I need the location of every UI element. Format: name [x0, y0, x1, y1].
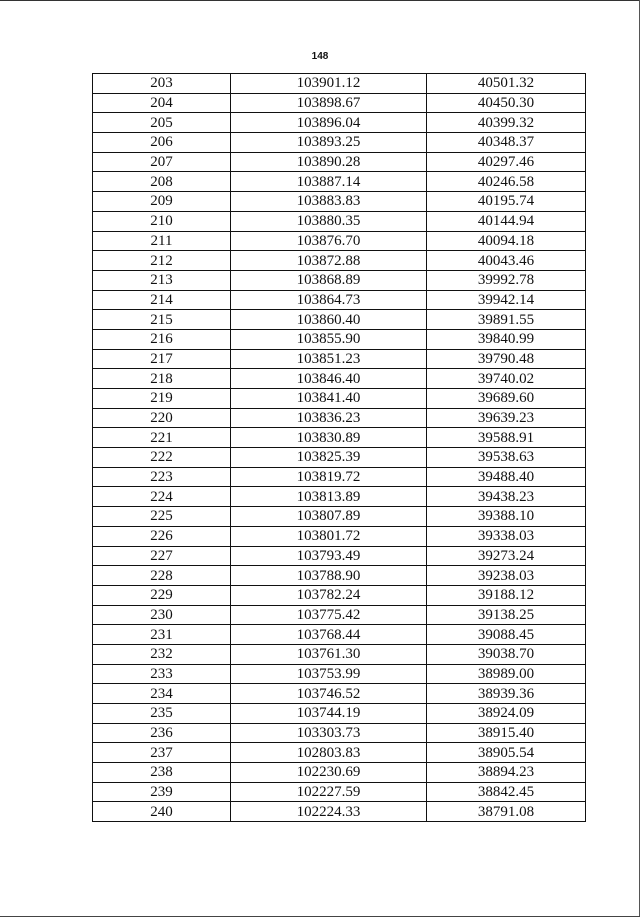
y-coordinate-cell: 38924.09 — [427, 704, 586, 724]
point-number-cell: 224 — [93, 487, 231, 507]
x-coordinate-cell: 103825.39 — [231, 448, 427, 468]
table-row — [93, 585, 586, 605]
x-coordinate-cell: 103855.90 — [231, 329, 427, 349]
point-number-cell: 219 — [93, 389, 231, 409]
coordinates-table-body — [93, 74, 586, 822]
x-coordinate-cell: 103753.99 — [231, 664, 427, 684]
x-coordinate-cell: 102227.59 — [231, 782, 427, 802]
point-number-cell: 235 — [93, 704, 231, 724]
x-coordinate-cell: 103819.72 — [231, 467, 427, 487]
y-coordinate-cell: 39639.23 — [427, 408, 586, 428]
table-row — [93, 487, 586, 507]
x-coordinate-cell: 103807.89 — [231, 507, 427, 527]
point-number-cell: 207 — [93, 152, 231, 172]
table-row — [93, 172, 586, 192]
x-coordinate-cell: 103761.30 — [231, 644, 427, 664]
point-number-cell: 239 — [93, 782, 231, 802]
y-coordinate-cell: 39138.25 — [427, 605, 586, 625]
table-row — [93, 763, 586, 783]
y-coordinate-cell: 39689.60 — [427, 389, 586, 409]
table-row — [93, 113, 586, 133]
table-row — [93, 684, 586, 704]
point-number-cell: 225 — [93, 507, 231, 527]
x-coordinate-cell: 103813.89 — [231, 487, 427, 507]
point-number-cell: 237 — [93, 743, 231, 763]
y-coordinate-cell: 39538.63 — [427, 448, 586, 468]
table-row — [93, 625, 586, 645]
point-number-cell: 213 — [93, 270, 231, 290]
point-number-cell: 218 — [93, 369, 231, 389]
point-number-cell: 210 — [93, 211, 231, 231]
y-coordinate-cell: 38842.45 — [427, 782, 586, 802]
table-row — [93, 802, 586, 822]
point-number-cell: 240 — [93, 802, 231, 822]
point-number-cell: 215 — [93, 310, 231, 330]
table-row — [93, 270, 586, 290]
x-coordinate-cell: 103898.67 — [231, 93, 427, 113]
x-coordinate-cell: 103303.73 — [231, 723, 427, 743]
y-coordinate-cell: 38939.36 — [427, 684, 586, 704]
y-coordinate-cell: 38915.40 — [427, 723, 586, 743]
point-number-cell: 230 — [93, 605, 231, 625]
point-number-cell: 233 — [93, 664, 231, 684]
table-row — [93, 251, 586, 271]
table-row — [93, 507, 586, 527]
y-coordinate-cell: 40399.32 — [427, 113, 586, 133]
table-row — [93, 152, 586, 172]
x-coordinate-cell: 102230.69 — [231, 763, 427, 783]
x-coordinate-cell: 102224.33 — [231, 802, 427, 822]
y-coordinate-cell: 40297.46 — [427, 152, 586, 172]
point-number-cell: 222 — [93, 448, 231, 468]
x-coordinate-cell: 103868.89 — [231, 270, 427, 290]
y-coordinate-cell: 40450.30 — [427, 93, 586, 113]
point-number-cell: 231 — [93, 625, 231, 645]
y-coordinate-cell: 39488.40 — [427, 467, 586, 487]
page-number: 148 — [311, 51, 329, 62]
x-coordinate-cell: 103890.28 — [231, 152, 427, 172]
point-number-cell: 236 — [93, 723, 231, 743]
point-number-cell: 229 — [93, 585, 231, 605]
point-number-cell: 211 — [93, 231, 231, 251]
x-coordinate-cell: 103896.04 — [231, 113, 427, 133]
y-coordinate-cell: 40195.74 — [427, 192, 586, 212]
point-number-cell: 217 — [93, 349, 231, 369]
table-row — [93, 389, 586, 409]
y-coordinate-cell: 40043.46 — [427, 251, 586, 271]
table-row — [93, 467, 586, 487]
table-row — [93, 644, 586, 664]
table-row — [93, 605, 586, 625]
table-row — [93, 192, 586, 212]
table-row — [93, 310, 586, 330]
x-coordinate-cell: 103864.73 — [231, 290, 427, 310]
x-coordinate-cell: 103846.40 — [231, 369, 427, 389]
table-row — [93, 231, 586, 251]
point-number-cell: 208 — [93, 172, 231, 192]
x-coordinate-cell: 103744.19 — [231, 704, 427, 724]
table-row — [93, 782, 586, 802]
point-number-cell: 204 — [93, 93, 231, 113]
y-coordinate-cell: 39840.99 — [427, 329, 586, 349]
y-coordinate-cell: 39992.78 — [427, 270, 586, 290]
point-number-cell: 234 — [93, 684, 231, 704]
table-row — [93, 211, 586, 231]
point-number-cell: 205 — [93, 113, 231, 133]
x-coordinate-cell: 103876.70 — [231, 231, 427, 251]
y-coordinate-cell: 39790.48 — [427, 349, 586, 369]
x-coordinate-cell: 102803.83 — [231, 743, 427, 763]
y-coordinate-cell: 39238.03 — [427, 566, 586, 586]
table-row — [93, 408, 586, 428]
table-row — [93, 566, 586, 586]
y-coordinate-cell: 39388.10 — [427, 507, 586, 527]
table-row — [93, 723, 586, 743]
table-row — [93, 526, 586, 546]
x-coordinate-cell: 103880.35 — [231, 211, 427, 231]
x-coordinate-cell: 103901.12 — [231, 74, 427, 94]
y-coordinate-cell: 39338.03 — [427, 526, 586, 546]
y-coordinate-cell: 39891.55 — [427, 310, 586, 330]
point-number-cell: 221 — [93, 428, 231, 448]
point-number-cell: 206 — [93, 133, 231, 153]
y-coordinate-cell: 39438.23 — [427, 487, 586, 507]
x-coordinate-cell: 103782.24 — [231, 585, 427, 605]
point-number-cell: 216 — [93, 329, 231, 349]
table-row — [93, 329, 586, 349]
point-number-cell: 203 — [93, 74, 231, 94]
point-number-cell: 212 — [93, 251, 231, 271]
table-row — [93, 93, 586, 113]
point-number-cell: 227 — [93, 546, 231, 566]
x-coordinate-cell: 103768.44 — [231, 625, 427, 645]
y-coordinate-cell: 38894.23 — [427, 763, 586, 783]
table-row — [93, 428, 586, 448]
point-number-cell: 220 — [93, 408, 231, 428]
x-coordinate-cell: 103836.23 — [231, 408, 427, 428]
y-coordinate-cell: 38989.00 — [427, 664, 586, 684]
table-row — [93, 290, 586, 310]
y-coordinate-cell: 39942.14 — [427, 290, 586, 310]
x-coordinate-cell: 103851.23 — [231, 349, 427, 369]
y-coordinate-cell: 39740.02 — [427, 369, 586, 389]
x-coordinate-cell: 103860.40 — [231, 310, 427, 330]
y-coordinate-cell: 40501.32 — [427, 74, 586, 94]
x-coordinate-cell: 103893.25 — [231, 133, 427, 153]
table-row — [93, 546, 586, 566]
point-number-cell: 209 — [93, 192, 231, 212]
y-coordinate-cell: 38791.08 — [427, 802, 586, 822]
point-number-cell: 238 — [93, 763, 231, 783]
table-row — [93, 743, 586, 763]
x-coordinate-cell: 103775.42 — [231, 605, 427, 625]
table-row — [93, 74, 586, 94]
x-coordinate-cell: 103746.52 — [231, 684, 427, 704]
y-coordinate-cell: 40094.18 — [427, 231, 586, 251]
page-border-top — [0, 0, 640, 1]
table-row — [93, 133, 586, 153]
y-coordinate-cell: 39588.91 — [427, 428, 586, 448]
y-coordinate-cell: 40144.94 — [427, 211, 586, 231]
x-coordinate-cell: 103801.72 — [231, 526, 427, 546]
table-row — [93, 664, 586, 684]
x-coordinate-cell: 103872.88 — [231, 251, 427, 271]
x-coordinate-cell: 103830.89 — [231, 428, 427, 448]
table-row — [93, 704, 586, 724]
x-coordinate-cell: 103841.40 — [231, 389, 427, 409]
y-coordinate-cell: 39088.45 — [427, 625, 586, 645]
y-coordinate-cell: 40246.58 — [427, 172, 586, 192]
y-coordinate-cell: 39038.70 — [427, 644, 586, 664]
table-row — [93, 369, 586, 389]
point-number-cell: 228 — [93, 566, 231, 586]
point-number-cell: 226 — [93, 526, 231, 546]
y-coordinate-cell: 39188.12 — [427, 585, 586, 605]
coordinates-table — [92, 73, 586, 822]
point-number-cell: 232 — [93, 644, 231, 664]
point-number-cell: 223 — [93, 467, 231, 487]
x-coordinate-cell: 103793.49 — [231, 546, 427, 566]
point-number-cell: 214 — [93, 290, 231, 310]
table-row — [93, 448, 586, 468]
y-coordinate-cell: 38905.54 — [427, 743, 586, 763]
x-coordinate-cell: 103788.90 — [231, 566, 427, 586]
y-coordinate-cell: 39273.24 — [427, 546, 586, 566]
x-coordinate-cell: 103883.83 — [231, 192, 427, 212]
x-coordinate-cell: 103887.14 — [231, 172, 427, 192]
y-coordinate-cell: 40348.37 — [427, 133, 586, 153]
table-row — [93, 349, 586, 369]
